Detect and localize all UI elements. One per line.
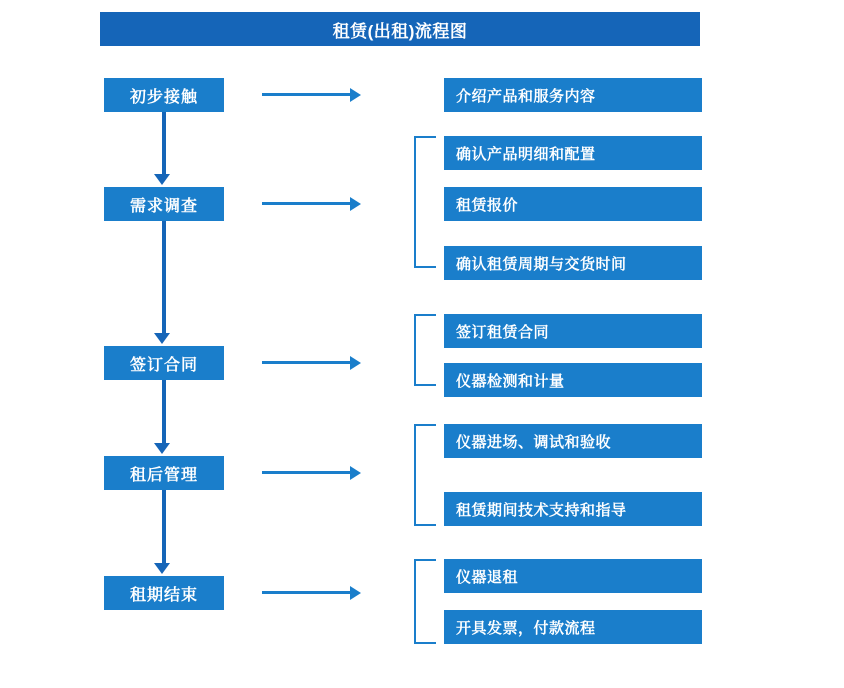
arrow-stage4-details	[262, 471, 350, 474]
arrow-stage5-details-head	[350, 586, 361, 600]
page-title: 租赁(出租)流程图	[100, 12, 700, 46]
arrow-stage3-details	[262, 361, 350, 364]
stage-box-1[interactable]: 初步接触	[104, 78, 224, 112]
arrow-stage1-details	[262, 93, 350, 96]
stage-box-5[interactable]: 租期结束	[104, 576, 224, 610]
detail-box-6[interactable]: 仪器检测和计量	[444, 363, 702, 397]
connector-stage1-stage2	[162, 112, 166, 174]
stage-box-3[interactable]: 签订合同	[104, 346, 224, 380]
connector-stage1-stage2-arrow	[154, 174, 170, 185]
detail-box-1[interactable]: 介绍产品和服务内容	[444, 78, 702, 112]
stage-box-4[interactable]: 租后管理	[104, 456, 224, 490]
detail-box-5[interactable]: 签订租赁合同	[444, 314, 702, 348]
connector-stage3-stage4-arrow	[154, 443, 170, 454]
bracket-group-stage3	[414, 314, 436, 386]
stage-box-2[interactable]: 需求调查	[104, 187, 224, 221]
connector-stage4-stage5-arrow	[154, 563, 170, 574]
connector-stage2-stage3-arrow	[154, 333, 170, 344]
arrow-stage4-details-head	[350, 466, 361, 480]
detail-box-3[interactable]: 租赁报价	[444, 187, 702, 221]
connector-stage2-stage3	[162, 221, 166, 333]
bracket-group-stage5	[414, 559, 436, 644]
arrow-stage2-details-head	[350, 197, 361, 211]
connector-stage3-stage4	[162, 380, 166, 443]
connector-stage4-stage5	[162, 490, 166, 563]
detail-box-8[interactable]: 租赁期间技术支持和指导	[444, 492, 702, 526]
arrow-stage5-details	[262, 591, 350, 594]
arrow-stage1-details-head	[350, 88, 361, 102]
detail-box-4[interactable]: 确认租赁周期与交货时间	[444, 246, 702, 280]
detail-box-9[interactable]: 仪器退租	[444, 559, 702, 593]
detail-box-2[interactable]: 确认产品明细和配置	[444, 136, 702, 170]
detail-box-10[interactable]: 开具发票，付款流程	[444, 610, 702, 644]
arrow-stage3-details-head	[350, 356, 361, 370]
detail-box-7[interactable]: 仪器进场、调试和验收	[444, 424, 702, 458]
arrow-stage2-details	[262, 202, 350, 205]
bracket-group-stage4	[414, 424, 436, 526]
bracket-group-stage2	[414, 136, 436, 268]
